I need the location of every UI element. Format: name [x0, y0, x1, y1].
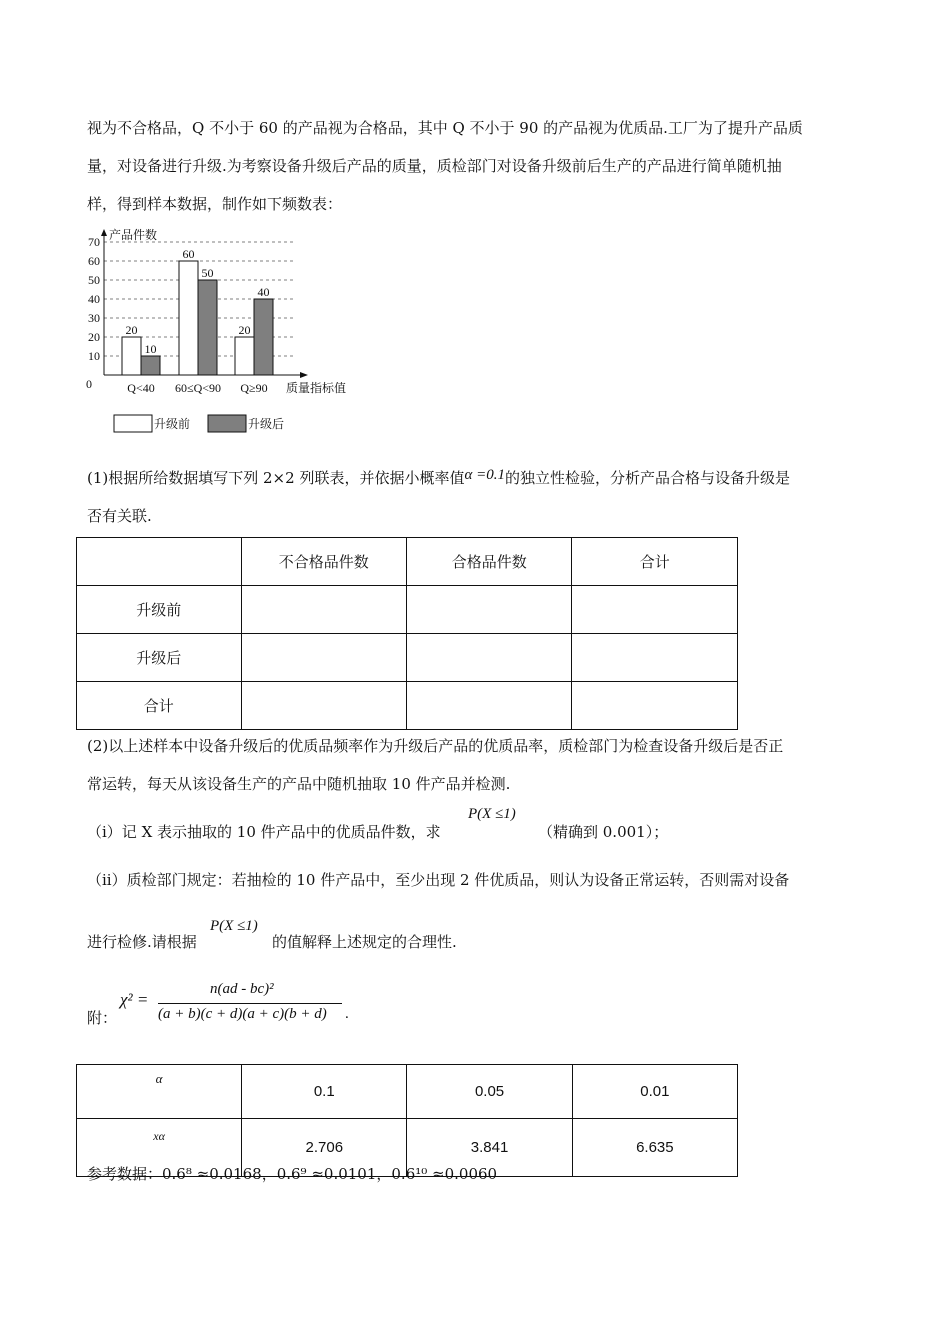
critical-cell: 6.635 — [572, 1119, 737, 1177]
x-category-label: Q<40 — [127, 381, 155, 395]
intro-line-1: 视为不合格品，Q 不小于 60 的产品视为合格品，其中 Q 不小于 90 的产品视为优质品.工厂为了提升产品质 — [87, 119, 803, 137]
bar-value-label: 10 — [144, 342, 157, 356]
contingency-header-cell: 合计 — [572, 538, 738, 586]
bar-value-label: 50 — [201, 266, 214, 280]
critical-value-table — [76, 1064, 738, 1177]
q1-line-1 — [87, 468, 790, 489]
q2-ii-text: 进行检修.请根据 — [87, 933, 197, 951]
contingency-row-label: 合计 — [77, 682, 242, 730]
bar-before — [179, 261, 198, 375]
formula-numerator: n(ad - bc)² — [210, 981, 274, 997]
contingency-row — [77, 634, 738, 682]
y-tick-label: 50 — [88, 273, 100, 287]
critical-alpha-header: α — [77, 1065, 242, 1119]
q2-line-1: (2)以上述样本中设备升级后的优质品频率作为升级后产品的优质品率，质检部门为检查设备升级后是否正 — [87, 737, 784, 755]
contingency-table — [76, 537, 738, 730]
x-category-label: Q≥90 — [240, 381, 268, 395]
bar-before — [122, 337, 141, 375]
contingency-blank-cell — [241, 586, 406, 634]
contingency-header-cell — [77, 538, 242, 586]
contingency-blank-cell — [241, 682, 406, 730]
q2-ii-line-1: （ii）质检部门规定：若抽检的 10 件产品中，至少出现 2 件优质品，则认为设备正常运转，否则需对设备 — [87, 871, 790, 889]
intro-line-3: 样，得到样本数据，制作如下频数表： — [87, 195, 343, 213]
q2-line-2: 常运转，每天从该设备生产的产品中随机抽取 10 件产品并检测. — [87, 775, 511, 793]
formula-label: 附： — [87, 1009, 118, 1027]
contingency-header-row — [77, 538, 738, 586]
contingency-blank-cell — [241, 634, 406, 682]
contingency-row-label: 升级后 — [77, 634, 242, 682]
y-tick-label: 30 — [88, 311, 100, 325]
bar-after — [198, 280, 217, 375]
y-tick-label: 60 — [88, 254, 100, 268]
bar-value-label: 40 — [257, 285, 270, 299]
x-category-label: 60≤Q<90 — [174, 381, 222, 395]
formula-end: . — [345, 1006, 349, 1022]
bar-value-label: 20 — [125, 323, 138, 337]
x-axis-title: 质量指标值 — [286, 381, 347, 395]
critical-x-header: xα — [77, 1119, 242, 1177]
contingency-blank-cell — [406, 586, 571, 634]
q1-text-a: (1)根据所给数据填写下列 2×2 列联表，并依据小概率值 — [87, 469, 465, 487]
q1-line-2: 否有关联. — [87, 507, 152, 525]
q2-i-expression: P(X ≤1) — [468, 806, 516, 822]
x-axis-arrow — [300, 372, 308, 378]
formula-lhs: χ² = — [120, 990, 149, 1009]
contingency-blank-cell — [572, 682, 738, 730]
y-tick-label: 40 — [88, 292, 100, 306]
y-tick-label: 70 — [88, 235, 100, 249]
contingency-blank-cell — [572, 586, 738, 634]
contingency-blank-cell — [406, 634, 571, 682]
reference-data: 参考数据：0.6⁸ ≈0.0168，0.6⁹ ≈0.0101，0.6¹⁰ ≈0.0060 — [87, 1165, 498, 1183]
contingency-header-cell: 合格品件数 — [406, 538, 571, 586]
y-axis-arrow — [101, 229, 107, 236]
critical-cell: 0.05 — [407, 1065, 572, 1119]
legend-swatch — [208, 415, 246, 432]
y-tick-label: 10 — [88, 349, 100, 363]
critical-row-alpha — [77, 1065, 738, 1119]
q1-text-b: 的独立性检验，分析产品合格与设备升级是 — [504, 469, 790, 487]
critical-cell: 3.841 — [407, 1119, 572, 1177]
contingency-blank-cell — [406, 682, 571, 730]
y-axis-title: 产品件数 — [109, 228, 158, 242]
q2-i-text: （i）记 X 表示抽取的 10 件产品中的优质品件数，求 — [87, 823, 441, 841]
bar-after — [254, 299, 273, 375]
q2-ii-expression: P(X ≤1) — [210, 918, 258, 934]
bar-value-label: 20 — [238, 323, 251, 337]
bar-before — [235, 337, 254, 375]
alpha-value: α =0.1 — [464, 467, 505, 483]
contingency-header-cell: 不合格品件数 — [241, 538, 406, 586]
q2-i-tail: （精确到 0.001）； — [538, 823, 669, 841]
formula-denominator: (a + b)(c + d)(a + c)(b + d) — [158, 1006, 327, 1022]
critical-cell: 0.01 — [572, 1065, 737, 1119]
chart-legend — [114, 415, 284, 432]
contingency-row-label: 升级前 — [77, 586, 242, 634]
legend-label: 升级前 — [154, 417, 191, 431]
contingency-row — [77, 586, 738, 634]
contingency-blank-cell — [572, 634, 738, 682]
legend-swatch — [114, 415, 152, 432]
intro-line-2: 量，对设备进行升级.为考察设备升级后产品的质量，质检部门对设备升级前后生产的产品进行简单随机抽 — [87, 157, 782, 175]
q2-ii-tail: 的值解释上述规定的合理性. — [272, 933, 457, 951]
critical-cell: 0.1 — [242, 1065, 407, 1119]
bar-after — [141, 356, 160, 375]
y-tick-label: 0 — [86, 377, 92, 391]
critical-cell: 2.706 — [242, 1119, 407, 1177]
legend-label: 升级后 — [248, 417, 285, 431]
bar-value-label: 60 — [182, 247, 195, 261]
contingency-row — [77, 682, 738, 730]
y-tick-label: 20 — [88, 330, 100, 344]
fraction-bar — [158, 1003, 342, 1004]
frequency-bar-chart — [80, 222, 380, 442]
